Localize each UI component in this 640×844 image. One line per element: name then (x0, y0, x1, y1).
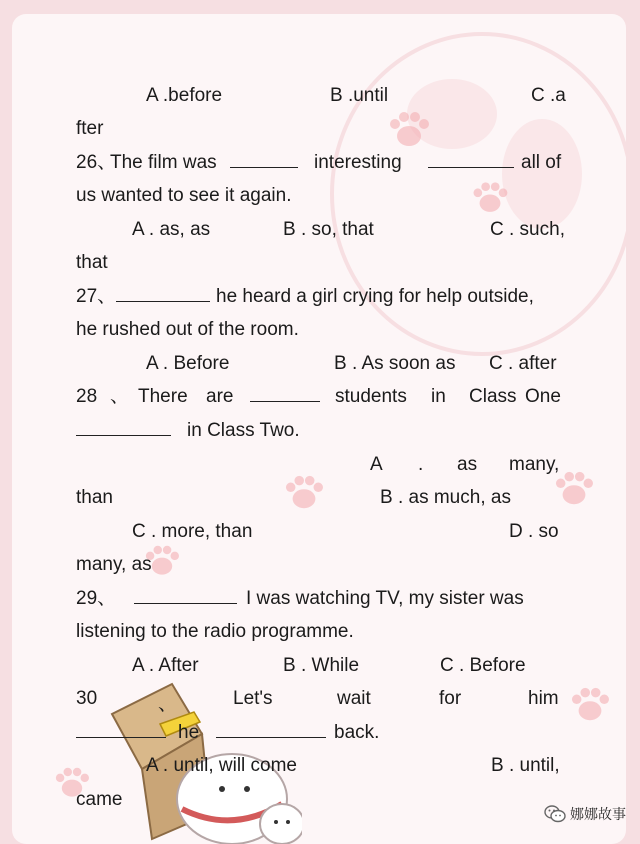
q28-option-a-word: many, (509, 454, 560, 475)
q30-word: him (528, 688, 559, 709)
q30-number: 30 (76, 688, 98, 709)
q30-word: wait (337, 688, 371, 709)
q30-option-b: B . until, (491, 755, 560, 776)
q28-blank-2 (76, 419, 171, 436)
worksheet-page (12, 14, 626, 844)
q30-text-back: back. (334, 722, 380, 743)
q26-line-2: us wanted to see it again. (76, 185, 292, 206)
q28-number: 28 (76, 386, 98, 407)
q29-number: 29、 (76, 588, 117, 609)
q25-option-a: A .before (146, 85, 223, 106)
watermark-text: 娜娜故事 (570, 807, 626, 823)
q28-word: in (431, 386, 446, 407)
q28-word: Class (469, 386, 517, 407)
q28-option-a-continued: than (76, 487, 113, 508)
q30-option-a: A . until, will come (146, 755, 297, 776)
q26-option-c: C . such, (490, 219, 565, 240)
q29-option-a: A . After (132, 655, 199, 676)
q28-option-d: D . so (509, 521, 559, 542)
q30-option-b-continued: came (76, 789, 123, 810)
q28-option-d-continued: many, as (76, 554, 152, 575)
q28-option-a-word: as (457, 454, 478, 475)
q28-line-2: in Class Two. (187, 420, 300, 441)
q30-text-he: he (178, 722, 200, 743)
q28-option-a-letter: A (370, 454, 383, 475)
q27-option-b: B . As soon as (334, 353, 456, 374)
q25-option-b: B .until (330, 85, 389, 106)
q29-line-2: listening to the radio programme. (76, 621, 354, 642)
q30-word: for (439, 688, 462, 709)
q30-separator: 、 (158, 694, 178, 715)
q25-option-c-continued: fter (76, 118, 104, 139)
q28-separator: 、 (110, 386, 130, 407)
q28-blank-1 (250, 385, 320, 402)
q29-blank (134, 587, 237, 604)
q27-option-a: A . Before (146, 353, 230, 374)
q29-option-b: B . While (283, 655, 360, 676)
q26-text-3: all of (521, 152, 562, 173)
q26-option-b: B . so, that (283, 219, 374, 240)
q26-option-a: A . as, as (132, 219, 211, 240)
paw-print-icon (282, 474, 326, 512)
q26-blank-1 (230, 151, 298, 168)
q28-word: There (138, 386, 188, 407)
q30-blank-1 (76, 721, 166, 738)
q26-option-c-continued: that (76, 252, 108, 273)
q28-option-a-dot: . (418, 454, 424, 475)
q27-option-c: C . after (489, 353, 557, 374)
q26-number: 26、 (76, 152, 117, 173)
q30-word: Let's (233, 688, 273, 709)
q27-number: 27、 (76, 286, 117, 307)
q28-word: are (206, 386, 234, 407)
q27-line-2: he rushed out of the room. (76, 319, 299, 340)
paw-print-icon (568, 686, 612, 724)
q28-word: students (335, 386, 407, 407)
q26-blank-2 (428, 151, 514, 168)
q26-text-2: interesting (314, 152, 402, 173)
q30-blank-2 (216, 721, 326, 738)
q26-text-1: The film was (110, 152, 217, 173)
q29-text-1: I was watching TV, my sister was (246, 588, 524, 609)
q27-text-1: he heard a girl crying for help outside, (216, 286, 534, 307)
q27-blank (116, 285, 210, 302)
wechat-icon (544, 805, 566, 823)
q25-option-c: C .a (531, 85, 566, 106)
watermark (544, 804, 626, 824)
q28-option-b: B . as much, as (380, 487, 511, 508)
q28-word: One (525, 386, 561, 407)
q28-option-c: C . more, than (132, 521, 253, 542)
q29-option-c: C . Before (440, 655, 526, 676)
